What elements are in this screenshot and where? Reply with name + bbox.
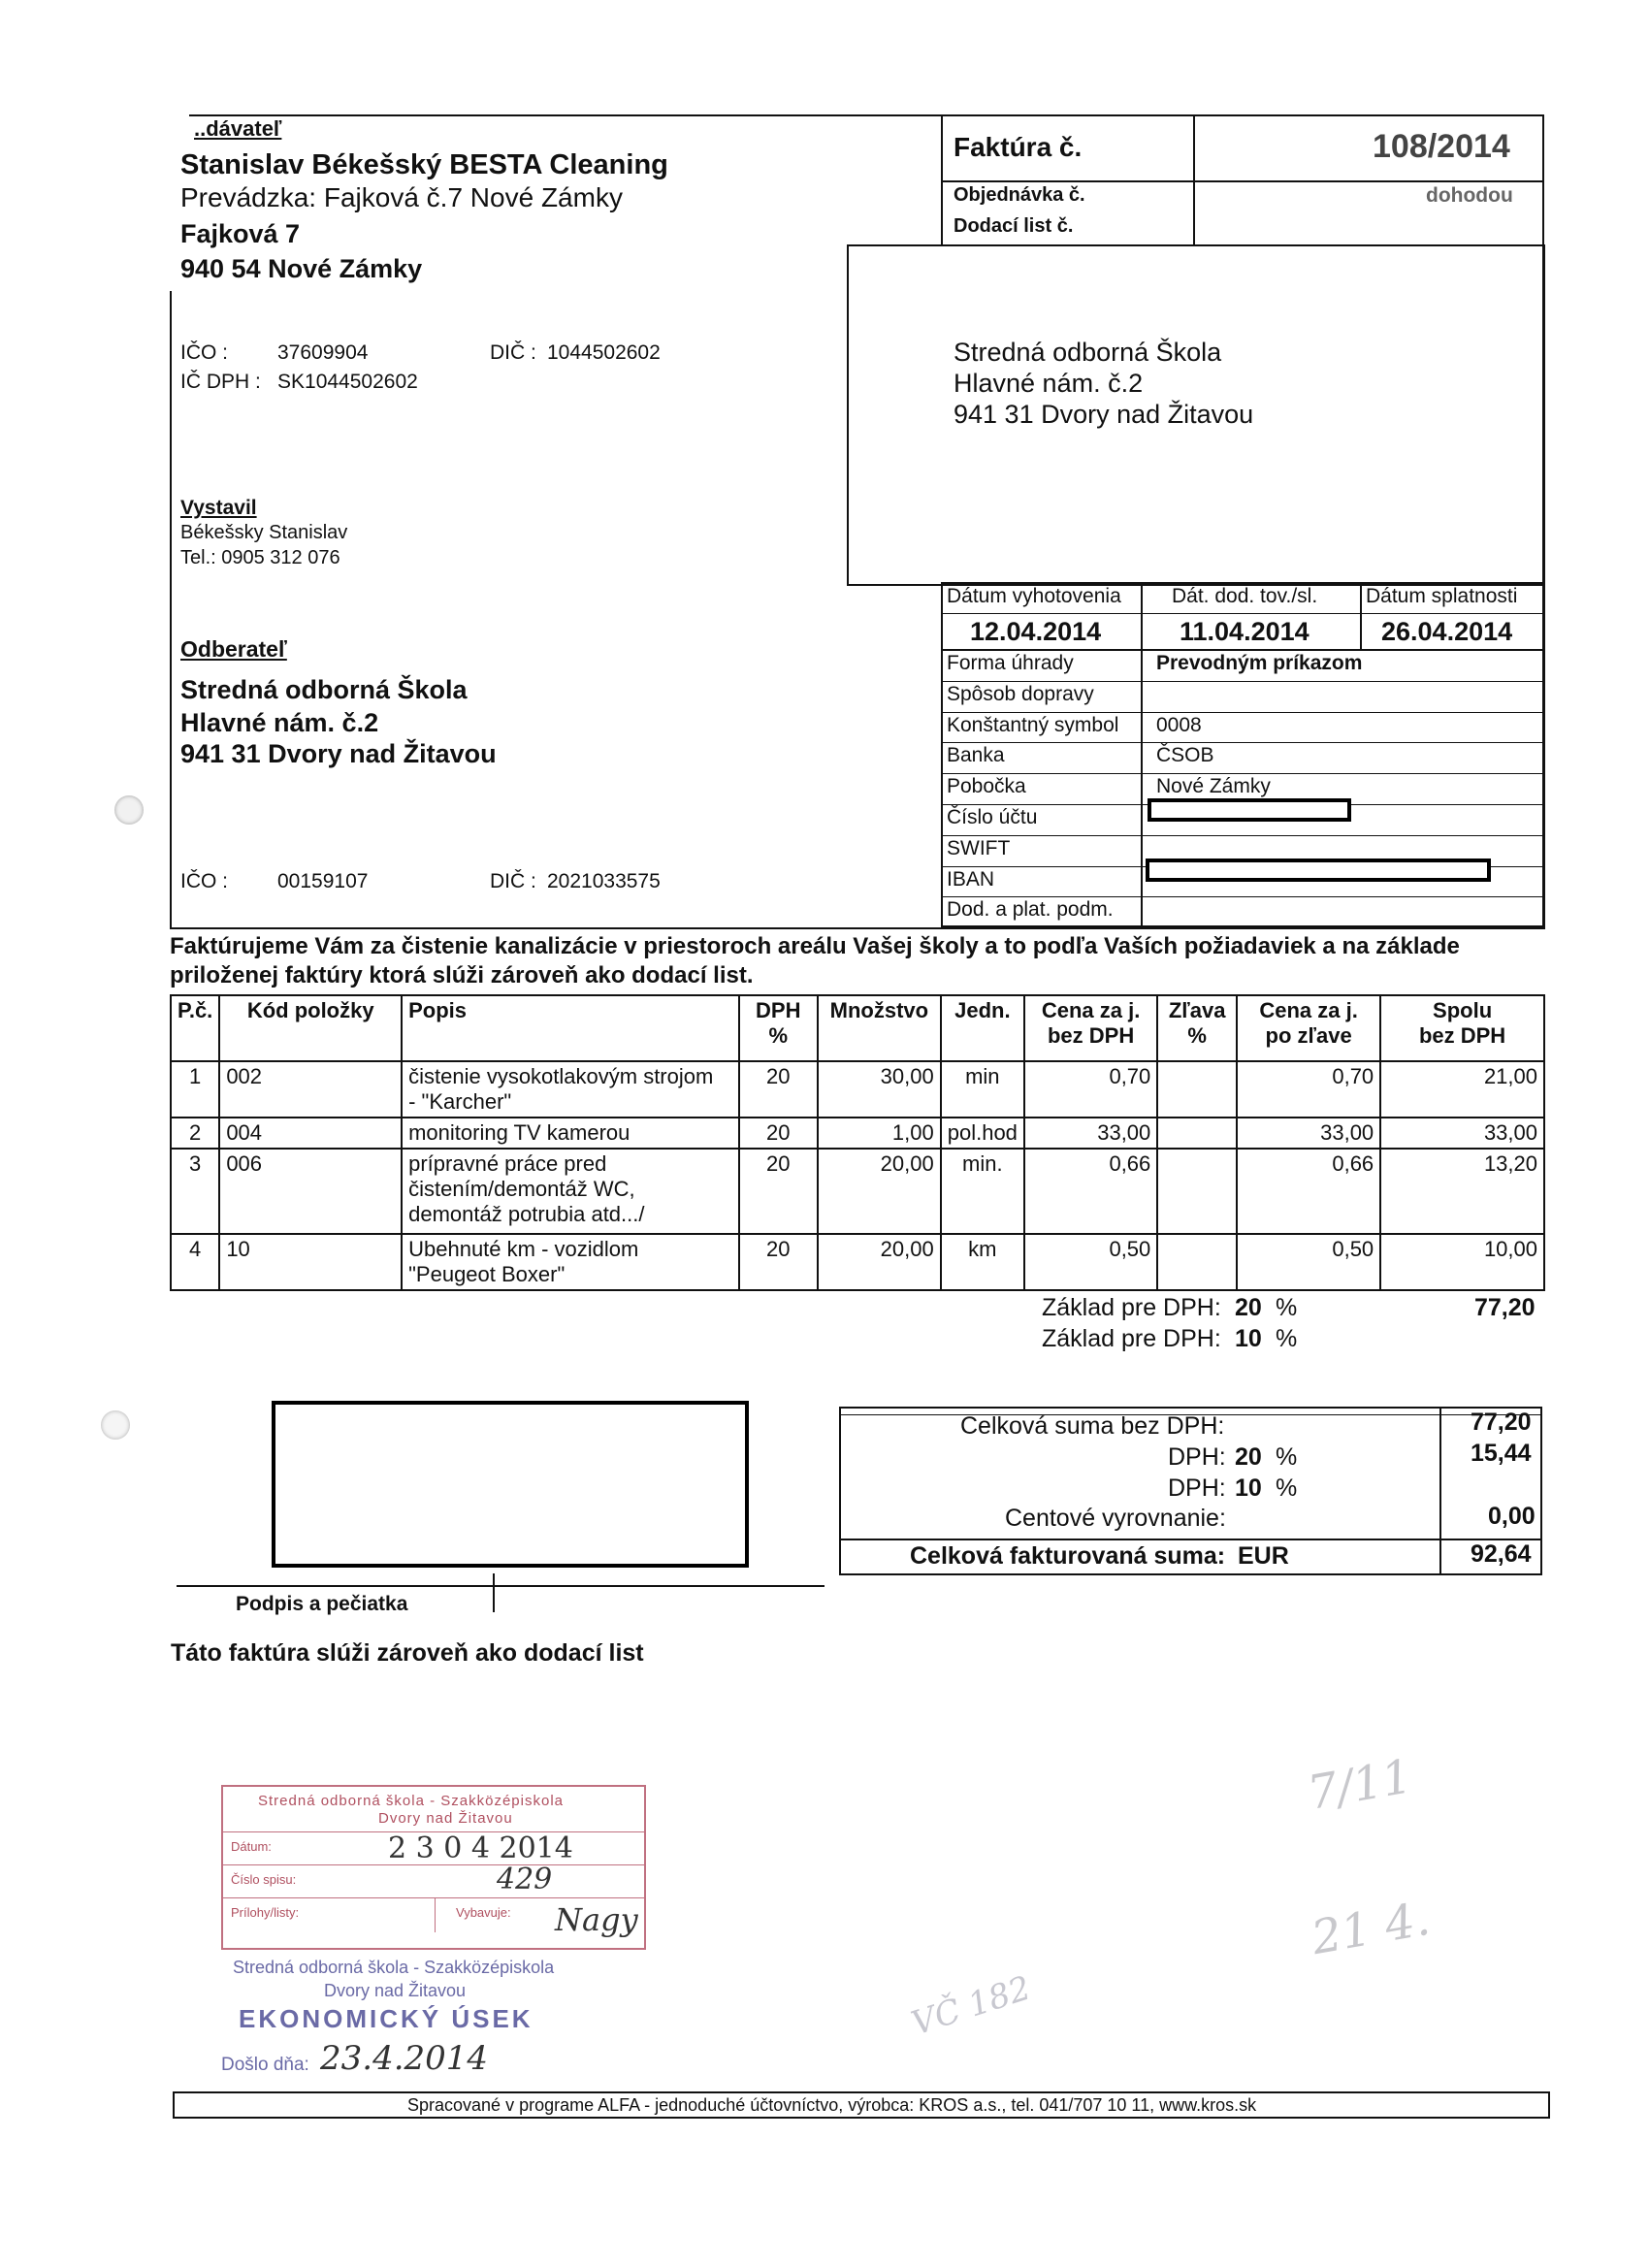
invoice-number: 108/2014	[1373, 128, 1510, 165]
cell-desc-line: čistením/demontáž WC,	[408, 1177, 635, 1201]
subtotal-value: 77,20	[1471, 1409, 1532, 1436]
intro-line-2: priloženej faktúry ktorá slúži zároveň ako dodací list.	[170, 962, 754, 988]
cell-desc	[402, 1118, 738, 1149]
stamp-date-label: Dátum:	[231, 1839, 272, 1854]
supplier-ico: 37609904	[277, 341, 369, 364]
col-desc: Popis	[402, 995, 738, 1061]
stamp-rule-4	[435, 1897, 436, 1932]
supplier-icdph: SK1044502602	[277, 371, 418, 393]
cell-pc: 3	[171, 1149, 219, 1234]
customer-ico-label: IČO :	[180, 870, 229, 892]
vat-base-20-value: 77,20	[1474, 1294, 1536, 1321]
top-frame-line	[189, 114, 1542, 116]
supplier-icdph-label: IČ DPH :	[180, 371, 261, 393]
col-unit: Jedn.	[941, 995, 1024, 1061]
due-date-label: Dátum splatnosti	[1366, 585, 1518, 607]
footer-text: Spracované v programe ALFA - jednoduché účtovníctvo, výrobca: KROS a.s., tel. 041/707 10 11, www.kros.sk	[407, 2095, 1257, 2115]
payment-row-sep	[941, 712, 1545, 713]
bottom-frame-line	[170, 927, 1545, 929]
punch-hole-1	[114, 795, 144, 825]
items-table	[170, 994, 1545, 1291]
cell-code: 002	[219, 1061, 402, 1118]
cell-qty: 20,00	[818, 1234, 941, 1290]
cell-price-discounted: 33,00	[1237, 1118, 1380, 1149]
order-value: dohodou	[1426, 184, 1513, 207]
cell-price: 0,50	[1024, 1234, 1157, 1290]
cell-desc-line: monitoring TV kamerou	[408, 1120, 630, 1145]
vat-base-10-label: Základ pre DPH:	[1042, 1325, 1221, 1352]
col-price-discounted-line2: po zľave	[1265, 1023, 1352, 1048]
cell-total: 13,20	[1380, 1149, 1544, 1234]
col-price-discounted-line1: Cena za j.	[1259, 998, 1358, 1022]
handwritten-note-2: 7/11	[1303, 1749, 1416, 1821]
supplier-heading: ..dávateľ	[194, 116, 282, 141]
punch-hole-2	[101, 1410, 130, 1440]
dates-col-2	[1360, 582, 1362, 650]
col-discount-line1: Zľava	[1168, 998, 1226, 1022]
cell-unit: km	[941, 1234, 1024, 1290]
total-label: Celková fakturovaná suma:	[910, 1542, 1226, 1570]
col-total	[1380, 995, 1544, 1061]
col-pc: P.č.	[171, 995, 219, 1061]
vat10-rate: 10	[1235, 1474, 1262, 1502]
vat-base-20-label: Základ pre DPH:	[1042, 1294, 1221, 1321]
cell-unit: min.	[941, 1149, 1024, 1234]
table-row	[171, 1118, 1544, 1149]
delivery-note-text: Táto faktúra slúži zároveň ako dodací list	[171, 1639, 644, 1667]
delivery-date: 11.04.2014	[1180, 617, 1310, 646]
issue-date-label: Dátum vyhotovenia	[947, 585, 1121, 607]
cell-code: 006	[219, 1149, 402, 1234]
cell-discount	[1157, 1061, 1237, 1118]
col-vat	[739, 995, 818, 1061]
col-discount	[1157, 995, 1237, 1061]
cell-desc-line: Ubehnuté km - vozidlom	[408, 1237, 639, 1261]
payment-row-label: Číslo účtu	[947, 806, 1038, 828]
stamp-handler-value: Nagy	[555, 1901, 638, 1938]
cell-unit: pol.hod	[941, 1118, 1024, 1149]
received-label: Došlo dňa:	[221, 2055, 309, 2075]
payment-row-value: 0008	[1156, 713, 1202, 736]
col-vat-line2: %	[768, 1023, 789, 1048]
stamp-handler-label: Vybavuje:	[456, 1905, 511, 1920]
cell-qty: 30,00	[818, 1061, 941, 1118]
payment-row-value: Prevodným príkazom	[1156, 652, 1363, 674]
vat20-label: DPH:	[1168, 1443, 1226, 1471]
cell-desc-line: čistenie vysokotlakovým strojom	[408, 1064, 714, 1088]
dept-stamp-line-1: Stredná odborná škola - Szakközépiskola	[233, 1958, 555, 1977]
invoice-label: Faktúra č.	[954, 132, 1083, 162]
issued-by-heading: Vystavil	[180, 497, 257, 519]
vat-base-20-rate: 20	[1235, 1294, 1262, 1321]
cell-code: 10	[219, 1234, 402, 1290]
customer-dic: 2021033575	[547, 870, 661, 892]
cell-desc-line: - "Karcher"	[408, 1089, 512, 1114]
vat-base-10-pct: %	[1276, 1325, 1298, 1352]
delivery-date-label: Dát. dod. tov./sl.	[1172, 585, 1318, 607]
cell-discount	[1157, 1149, 1237, 1234]
order-label: Objednávka č.	[954, 184, 1085, 206]
due-date: 26.04.2014	[1381, 617, 1513, 646]
left-frame-line	[170, 291, 172, 929]
payment-row-value: ČSOB	[1156, 744, 1214, 767]
col-total-line1: Spolu	[1433, 998, 1493, 1022]
col-price	[1024, 995, 1157, 1061]
dates-row-sep-b	[941, 649, 1545, 651]
summary-col-sep	[1439, 1407, 1441, 1575]
issued-by-name: Békešsky Stanislav	[180, 522, 348, 543]
customer-heading: Odberateľ	[180, 636, 287, 662]
payment-row-sep	[941, 773, 1545, 774]
intro-line-1: Faktúrujeme Vám za čistenie kanalizácie v priestoroch areálu Vašej školy a to podľa Vaších požiadaviek a na základe	[170, 933, 1460, 959]
cell-desc	[402, 1234, 738, 1290]
customer-dic-label: DIČ :	[490, 870, 536, 892]
dept-stamp-department: EKONOMICKÝ ÚSEK	[239, 2004, 534, 2033]
cell-qty: 1,00	[818, 1118, 941, 1149]
address-line-1: Stredná odborná Škola	[954, 338, 1222, 367]
supplier-name: Stanislav Békešský BESTA Cleaning	[180, 149, 668, 180]
cell-desc	[402, 1061, 738, 1118]
handwritten-note-3: 21 4.	[1308, 1891, 1435, 1966]
col-price-line2: bez DPH	[1047, 1023, 1135, 1048]
cell-price: 33,00	[1024, 1118, 1157, 1149]
total-value: 92,64	[1471, 1540, 1532, 1568]
payment-row-label: Forma úhrady	[947, 652, 1074, 674]
supplier-ico-label: IČO :	[180, 341, 229, 364]
payment-row-label: Pobočka	[947, 775, 1026, 798]
cell-price-discounted: 0,66	[1237, 1149, 1380, 1234]
signature-redaction	[272, 1401, 749, 1568]
supplier-dic: 1044502602	[547, 341, 661, 364]
vat10-pct: %	[1276, 1474, 1298, 1502]
issue-date: 12.04.2014	[970, 617, 1102, 646]
customer-street: Hlavné nám. č.2	[180, 708, 379, 737]
cell-pc: 1	[171, 1061, 219, 1118]
payment-row-label: Konštantný symbol	[947, 713, 1119, 736]
vat10-label: DPH:	[1168, 1474, 1226, 1502]
delivery-note-label: Dodací list č.	[954, 215, 1074, 237]
col-code: Kód položky	[219, 995, 402, 1061]
cell-vat: 20	[739, 1234, 818, 1290]
vat-base-10-rate: 10	[1235, 1325, 1262, 1352]
cell-code: 004	[219, 1118, 402, 1149]
issued-by-phone: Tel.: 0905 312 076	[180, 547, 340, 568]
payment-row-label: Spôsob dopravy	[947, 682, 1094, 705]
cell-desc-line: prípravné práce pred	[408, 1151, 607, 1176]
payment-row-label: SWIFT	[947, 836, 1011, 859]
cell-desc-line: "Peugeot Boxer"	[408, 1262, 566, 1286]
address-line-3: 941 31 Dvory nad Žitavou	[954, 400, 1254, 429]
signature-line	[177, 1585, 824, 1587]
cell-price-discounted: 0,70	[1237, 1061, 1380, 1118]
subtotal-label: Celková suma bez DPH:	[960, 1412, 1225, 1440]
cell-total: 33,00	[1380, 1118, 1544, 1149]
received-value: 23.4.2014	[320, 2039, 489, 2078]
customer-name: Stredná odborná Škola	[180, 675, 468, 704]
cell-price-discounted: 0,50	[1237, 1234, 1380, 1290]
stamp-file-value: 429	[497, 1863, 553, 1896]
vat-base-20-pct: %	[1276, 1294, 1298, 1321]
supplier-branch: Prevádzka: Fajková č.7 Nové Zámky	[180, 182, 623, 212]
cell-vat: 20	[739, 1149, 818, 1234]
table-row	[171, 1061, 1544, 1118]
dates-row-sep-a	[941, 613, 1545, 614]
rounding-value: 0,00	[1488, 1503, 1536, 1530]
stamp-file-label: Číslo spisu:	[231, 1872, 297, 1887]
payment-row-sep	[941, 896, 1545, 897]
col-price-discounted	[1237, 995, 1380, 1061]
payment-row-sep	[941, 835, 1545, 836]
table-header-row	[171, 995, 1544, 1061]
handwritten-note-1: VČ 182	[906, 1968, 1036, 2044]
cell-price: 0,70	[1024, 1061, 1157, 1118]
vat20-rate: 20	[1235, 1443, 1262, 1471]
cell-total: 21,00	[1380, 1061, 1544, 1118]
account-number-redaction	[1148, 798, 1351, 822]
payment-row-label: IBAN	[947, 867, 995, 891]
payment-row-sep	[941, 742, 1545, 743]
cell-price: 0,66	[1024, 1149, 1157, 1234]
stamp-header-1: Stredná odborná škola - Szakközépiskola	[258, 1793, 564, 1809]
cell-qty: 20,00	[818, 1149, 941, 1234]
address-line-2: Hlavné nám. č.2	[954, 369, 1144, 398]
rounding-label: Centové vyrovnanie:	[1005, 1505, 1226, 1532]
col-total-line2: bez DPH	[1418, 1023, 1506, 1048]
table-row	[171, 1234, 1544, 1290]
iban-redaction	[1146, 859, 1491, 882]
invoice-box-sep	[941, 180, 1542, 182]
total-currency: EUR	[1238, 1542, 1289, 1570]
customer-city: 941 31 Dvory nad Žitavou	[180, 739, 497, 768]
cell-discount	[1157, 1118, 1237, 1149]
signature-label: Podpis a pečiatka	[236, 1593, 408, 1615]
vat20-pct: %	[1276, 1443, 1298, 1471]
stamp-attach-label: Prílohy/listy:	[231, 1905, 300, 1920]
cell-discount	[1157, 1234, 1237, 1290]
supplier-street: Fajková 7	[180, 219, 301, 248]
payment-row-value: Nové Zámky	[1156, 775, 1271, 798]
summary-total-sep	[839, 1539, 1542, 1540]
cell-vat: 20	[739, 1118, 818, 1149]
cell-total: 10,00	[1380, 1234, 1544, 1290]
cell-pc: 2	[171, 1118, 219, 1149]
dates-col-1	[1141, 582, 1143, 650]
payment-row-label: Dod. a plat. podm.	[947, 898, 1114, 922]
supplier-dic-label: DIČ :	[490, 341, 536, 364]
customer-ico: 00159107	[277, 870, 369, 892]
stamp-date-value: 2 3 0 4 2014	[388, 1831, 573, 1865]
dept-stamp-line-2: Dvory nad Žitavou	[324, 1981, 467, 2000]
col-discount-line2: %	[1187, 1023, 1207, 1048]
cell-vat: 20	[739, 1061, 818, 1118]
supplier-city: 940 54 Nové Zámky	[180, 254, 423, 283]
cell-unit: min	[941, 1061, 1024, 1118]
payment-row-sep	[941, 681, 1545, 682]
stamp-header-2: Dvory nad Žitavou	[378, 1810, 513, 1827]
payment-row-label: Banka	[947, 744, 1005, 767]
signature-tick	[493, 1573, 495, 1612]
col-qty: Množstvo	[818, 995, 941, 1061]
col-price-line1: Cena za j.	[1041, 998, 1141, 1022]
vat20-value: 15,44	[1471, 1440, 1532, 1467]
table-row	[171, 1149, 1544, 1234]
payment-col-sep	[1141, 650, 1143, 927]
col-vat-line1: DPH	[756, 998, 801, 1022]
cell-pc: 4	[171, 1234, 219, 1290]
cell-desc-line: demontáž potrubia atd.../	[408, 1202, 645, 1226]
cell-desc	[402, 1149, 738, 1234]
